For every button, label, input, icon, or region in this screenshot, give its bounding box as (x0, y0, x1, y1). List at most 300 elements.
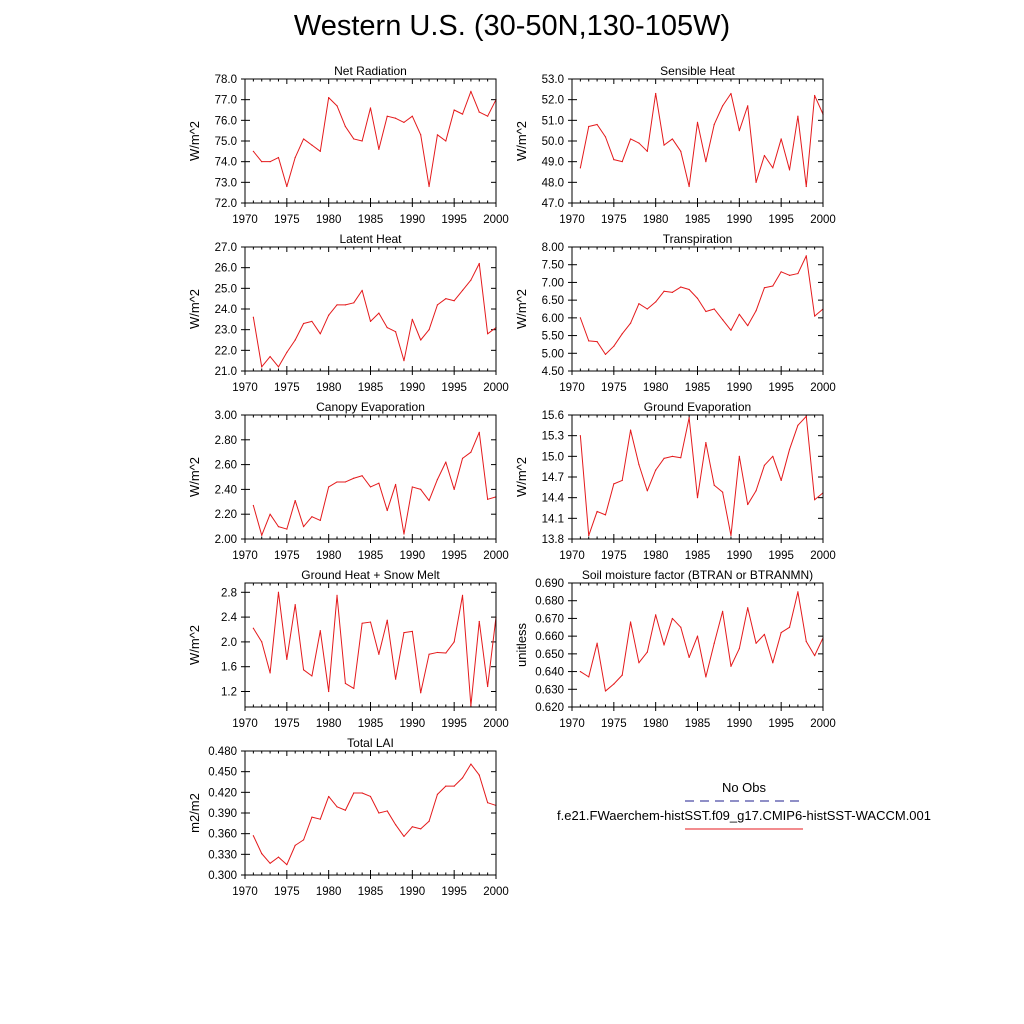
data-point (320, 520, 321, 521)
data-point (303, 323, 304, 324)
data-point (663, 644, 664, 645)
data-point (295, 339, 296, 340)
y-axis-label: W/m^2 (514, 120, 529, 162)
data-point (336, 105, 337, 106)
y-axis-label: W/m^2 (187, 624, 202, 666)
data-point (597, 124, 598, 125)
data-point (764, 634, 765, 635)
data-point (638, 662, 639, 663)
data-point (697, 122, 698, 123)
data-point (311, 321, 312, 322)
data-point (714, 643, 715, 644)
x-tick-label: 1975 (601, 550, 627, 562)
data-point (370, 107, 371, 108)
x-tick-label: 1975 (274, 718, 300, 730)
data-point (797, 591, 798, 592)
data-point (672, 618, 673, 619)
data-point (261, 366, 262, 367)
data-point (730, 535, 731, 536)
data-point (755, 182, 756, 183)
x-tick-label: 1975 (274, 886, 300, 898)
data-point (580, 167, 581, 168)
data-point (378, 483, 379, 484)
data-point (370, 486, 371, 487)
y-tick-label: 14.7 (541, 472, 564, 484)
data-point (689, 289, 690, 290)
series-line (580, 592, 823, 691)
data-point (445, 140, 446, 141)
x-tick-label: 1975 (601, 214, 627, 226)
y-tick-label: 25.0 (214, 283, 237, 296)
data-point (412, 116, 413, 117)
data-point (797, 116, 798, 117)
x-tick-label: 1985 (684, 718, 711, 730)
data-point (454, 109, 455, 110)
data-point (588, 340, 589, 341)
data-point (714, 308, 715, 309)
data-point (270, 863, 271, 864)
data-point (613, 346, 614, 347)
data-point (345, 126, 346, 127)
data-point (428, 500, 429, 501)
x-tick-label: 1990 (399, 214, 426, 226)
legend-label-model: f.e21.FWaerchem-histSST.f09_g17.CMIP6-histSST-WACCM.001 (557, 808, 931, 823)
series-line (580, 93, 823, 186)
x-tick-label: 1980 (642, 382, 669, 394)
data-point (739, 648, 740, 649)
x-tick-label: 1975 (274, 382, 300, 394)
series-line (253, 432, 496, 535)
data-point (462, 595, 463, 596)
data-point (445, 652, 446, 653)
data-point (580, 317, 581, 318)
data-point (328, 315, 329, 316)
y-tick-label: 0.620 (535, 702, 564, 714)
y-tick-label: 2.4 (221, 612, 237, 625)
data-point (747, 504, 748, 505)
data-point (470, 763, 471, 764)
y-tick-label: 0.390 (208, 808, 237, 820)
data-point (261, 641, 262, 642)
data-point (697, 298, 698, 299)
data-point (462, 290, 463, 291)
data-point (755, 490, 756, 491)
data-point (437, 479, 438, 480)
data-point (311, 675, 312, 676)
data-point (622, 675, 623, 676)
panel-sensible-heat (514, 64, 836, 226)
x-tick-label: 1995 (441, 718, 467, 730)
data-point (739, 314, 740, 315)
data-point (655, 614, 656, 615)
x-tick-label: 1975 (601, 718, 627, 730)
data-point (814, 95, 815, 96)
data-point (647, 651, 648, 652)
data-point (336, 304, 337, 305)
x-tick-label: 2000 (483, 886, 509, 898)
data-point (445, 462, 446, 463)
data-point (328, 796, 329, 797)
y-tick-label: 15.3 (541, 430, 564, 443)
data-point (580, 435, 581, 436)
data-point (420, 692, 421, 693)
x-tick-label: 1995 (441, 886, 467, 898)
x-tick-label: 2000 (483, 718, 509, 730)
data-point (697, 497, 698, 498)
data-point (806, 641, 807, 642)
y-tick-label: 0.690 (535, 578, 564, 590)
data-point (286, 352, 287, 353)
data-point (353, 792, 354, 793)
data-point (470, 705, 471, 706)
data-point (680, 286, 681, 287)
data-point (286, 659, 287, 660)
y-tick-label: 24.0 (214, 304, 237, 316)
data-point (353, 688, 354, 689)
series-line (253, 91, 496, 186)
data-point (353, 138, 354, 139)
data-point (487, 333, 488, 334)
data-point (622, 333, 623, 334)
data-point (428, 821, 429, 822)
plot-frame (572, 583, 823, 707)
series-line (253, 592, 496, 705)
data-point (370, 796, 371, 797)
data-point (345, 683, 346, 684)
y-tick-label: 48.0 (541, 177, 564, 190)
data-point (278, 592, 279, 593)
x-tick-label: 1990 (726, 718, 753, 730)
data-point (403, 836, 404, 837)
data-point (806, 255, 807, 256)
data-point (353, 302, 354, 303)
data-point (387, 116, 388, 117)
panel-title: Canopy Evaporation (316, 400, 425, 414)
data-point (655, 470, 656, 471)
x-tick-label: 2000 (810, 718, 836, 730)
data-point (395, 118, 396, 119)
y-axis-label: W/m^2 (187, 120, 202, 162)
data-point (286, 864, 287, 865)
data-point (680, 457, 681, 458)
x-tick-label: 1980 (315, 550, 342, 562)
data-point (395, 679, 396, 680)
data-point (630, 430, 631, 431)
data-point (420, 828, 421, 829)
data-point (428, 329, 429, 330)
y-tick-label: 0.680 (535, 595, 564, 608)
y-tick-label: 52.0 (541, 94, 564, 107)
data-point (622, 161, 623, 162)
data-point (479, 775, 480, 776)
data-point (814, 499, 815, 500)
panel-title: Total LAI (347, 736, 394, 750)
data-point (781, 480, 782, 481)
data-point (428, 186, 429, 187)
data-point (412, 319, 413, 320)
panel-ground-heat-snow-melt (187, 568, 509, 730)
data-point (764, 465, 765, 466)
data-point (663, 458, 664, 459)
data-point (689, 186, 690, 187)
data-point (722, 492, 723, 493)
x-tick-label: 1985 (357, 718, 384, 730)
y-tick-label: 2.20 (214, 509, 237, 522)
data-point (303, 839, 304, 840)
y-tick-label: 72.0 (214, 198, 237, 210)
panel-title: Soil moisture factor (BTRAN or BTRANMN) (581, 568, 814, 582)
y-axis-label: m2/m2 (187, 793, 202, 833)
data-point (270, 514, 271, 515)
y-tick-label: 2.00 (214, 534, 237, 546)
data-point (462, 114, 463, 115)
data-point (714, 485, 715, 486)
data-point (789, 169, 790, 170)
x-tick-label: 1980 (642, 718, 669, 730)
data-point (730, 666, 731, 667)
data-point (412, 631, 413, 632)
data-point (663, 145, 664, 146)
data-point (730, 330, 731, 331)
data-point (328, 691, 329, 692)
x-tick-label: 1980 (315, 382, 342, 394)
x-tick-label: 1980 (642, 214, 669, 226)
y-axis-label: W/m^2 (187, 288, 202, 330)
data-point (789, 627, 790, 628)
data-point (588, 676, 589, 677)
x-tick-label: 1990 (726, 382, 753, 394)
y-tick-label: 2.8 (221, 587, 237, 600)
data-point (755, 310, 756, 311)
y-tick-label: 5.00 (541, 348, 564, 361)
data-point (764, 155, 765, 156)
y-tick-label: 15.0 (541, 451, 564, 464)
data-point (781, 632, 782, 633)
data-point (295, 500, 296, 501)
panel-title: Ground Evaporation (643, 400, 752, 414)
data-point (454, 641, 455, 642)
data-point (705, 676, 706, 677)
data-point (261, 535, 262, 536)
data-point (789, 449, 790, 450)
plot-frame (245, 751, 496, 875)
x-tick-label: 1985 (357, 214, 384, 226)
y-tick-label: 21.0 (214, 366, 237, 378)
x-tick-label: 1995 (768, 550, 794, 562)
data-point (638, 142, 639, 143)
y-tick-label: 0.330 (208, 849, 237, 862)
x-tick-label: 1970 (559, 718, 585, 730)
x-tick-label: 2000 (810, 550, 836, 562)
x-tick-label: 1980 (642, 550, 669, 562)
x-tick-label: 1970 (232, 550, 258, 562)
data-point (412, 826, 413, 827)
data-point (336, 806, 337, 807)
x-tick-label: 1980 (315, 886, 342, 898)
y-tick-label: 26.0 (214, 262, 237, 275)
data-point (722, 319, 723, 320)
series-line (580, 416, 823, 535)
data-point (437, 304, 438, 305)
x-tick-label: 1970 (232, 214, 258, 226)
data-point (462, 458, 463, 459)
data-point (345, 810, 346, 811)
data-point (395, 824, 396, 825)
data-point (655, 93, 656, 94)
data-point (395, 484, 396, 485)
y-tick-label: 50.0 (541, 136, 564, 148)
data-point (336, 481, 337, 482)
x-tick-label: 1990 (726, 214, 753, 226)
data-point (378, 149, 379, 150)
data-point (739, 130, 740, 131)
data-point (311, 145, 312, 146)
y-tick-label: 13.8 (541, 534, 564, 546)
data-point (772, 167, 773, 168)
data-point (420, 339, 421, 340)
data-point (479, 111, 480, 112)
data-point (739, 456, 740, 457)
data-point (320, 630, 321, 631)
data-point (638, 464, 639, 465)
data-point (370, 321, 371, 322)
y-tick-label: 4.50 (541, 366, 564, 378)
data-point (454, 786, 455, 787)
data-point (647, 308, 648, 309)
x-tick-label: 1975 (274, 214, 300, 226)
data-point (630, 621, 631, 622)
x-tick-label: 1970 (559, 550, 585, 562)
data-point (730, 93, 731, 94)
data-point (253, 628, 254, 629)
data-point (487, 802, 488, 803)
y-tick-label: 0.360 (208, 828, 237, 841)
y-tick-label: 6.00 (541, 312, 564, 325)
y-tick-label: 0.300 (208, 870, 237, 882)
data-point (747, 105, 748, 106)
data-point (253, 835, 254, 836)
y-tick-label: 23.0 (214, 324, 237, 337)
panel-ground-evaporation (514, 400, 836, 562)
data-point (630, 138, 631, 139)
data-point (588, 126, 589, 127)
y-tick-label: 78.0 (214, 74, 237, 86)
series-line (253, 764, 496, 865)
plot-frame (245, 247, 496, 371)
data-point (420, 134, 421, 135)
data-point (403, 360, 404, 361)
data-point (412, 486, 413, 487)
x-tick-label: 1995 (768, 382, 794, 394)
data-point (362, 140, 363, 141)
panel-net-radiation (187, 64, 509, 226)
data-point (261, 161, 262, 162)
data-point (772, 662, 773, 663)
x-tick-label: 1970 (559, 382, 585, 394)
y-axis-label: W/m^2 (514, 456, 529, 498)
x-tick-label: 2000 (810, 214, 836, 226)
x-tick-label: 1990 (399, 886, 426, 898)
y-tick-label: 73.0 (214, 177, 237, 190)
x-tick-label: 1990 (399, 382, 426, 394)
data-point (387, 510, 388, 511)
data-point (253, 505, 254, 506)
x-tick-label: 1990 (399, 718, 426, 730)
data-point (345, 304, 346, 305)
data-point (487, 116, 488, 117)
data-point (403, 122, 404, 123)
data-point (672, 292, 673, 293)
data-point (295, 604, 296, 605)
data-point (378, 313, 379, 314)
data-point (320, 333, 321, 334)
panel-latent-heat (187, 232, 509, 394)
data-point (303, 526, 304, 527)
x-tick-label: 1990 (399, 550, 426, 562)
data-point (378, 812, 379, 813)
data-point (278, 157, 279, 158)
data-point (797, 425, 798, 426)
y-tick-label: 75.0 (214, 136, 237, 148)
data-point (270, 161, 271, 162)
data-point (722, 611, 723, 612)
data-point (362, 290, 363, 291)
data-point (487, 686, 488, 687)
data-point (680, 627, 681, 628)
data-point (781, 271, 782, 272)
plot-frame (572, 247, 823, 371)
data-point (814, 315, 815, 316)
data-point (286, 528, 287, 529)
y-axis-label: W/m^2 (514, 288, 529, 330)
data-point (303, 669, 304, 670)
data-point (663, 291, 664, 292)
data-point (378, 654, 379, 655)
data-point (622, 480, 623, 481)
x-tick-label: 1985 (357, 550, 384, 562)
x-tick-label: 1985 (684, 214, 711, 226)
panel-title: Sensible Heat (660, 64, 735, 78)
panel-canopy-evaporation (187, 400, 509, 562)
panel-soil-moisture-factor-btran-or-btranmn (514, 568, 836, 730)
y-tick-label: 1.2 (221, 686, 237, 699)
data-point (647, 151, 648, 152)
data-point (597, 341, 598, 342)
data-point (605, 354, 606, 355)
data-point (613, 683, 614, 684)
series-line (253, 264, 496, 367)
data-point (270, 672, 271, 673)
plot-frame (245, 79, 496, 203)
chart-panels (187, 64, 836, 898)
data-point (278, 856, 279, 857)
data-point (755, 643, 756, 644)
data-point (270, 356, 271, 357)
y-tick-label: 14.4 (541, 492, 564, 505)
data-point (345, 481, 346, 482)
x-tick-label: 2000 (810, 382, 836, 394)
data-point (428, 654, 429, 655)
y-tick-label: 2.40 (214, 484, 237, 497)
x-tick-label: 1985 (357, 886, 384, 898)
data-point (403, 632, 404, 633)
data-point (353, 478, 354, 479)
data-point (311, 516, 312, 517)
data-point (479, 432, 480, 433)
x-tick-label: 1980 (315, 718, 342, 730)
panel-total-lai (187, 736, 509, 898)
data-point (395, 331, 396, 332)
